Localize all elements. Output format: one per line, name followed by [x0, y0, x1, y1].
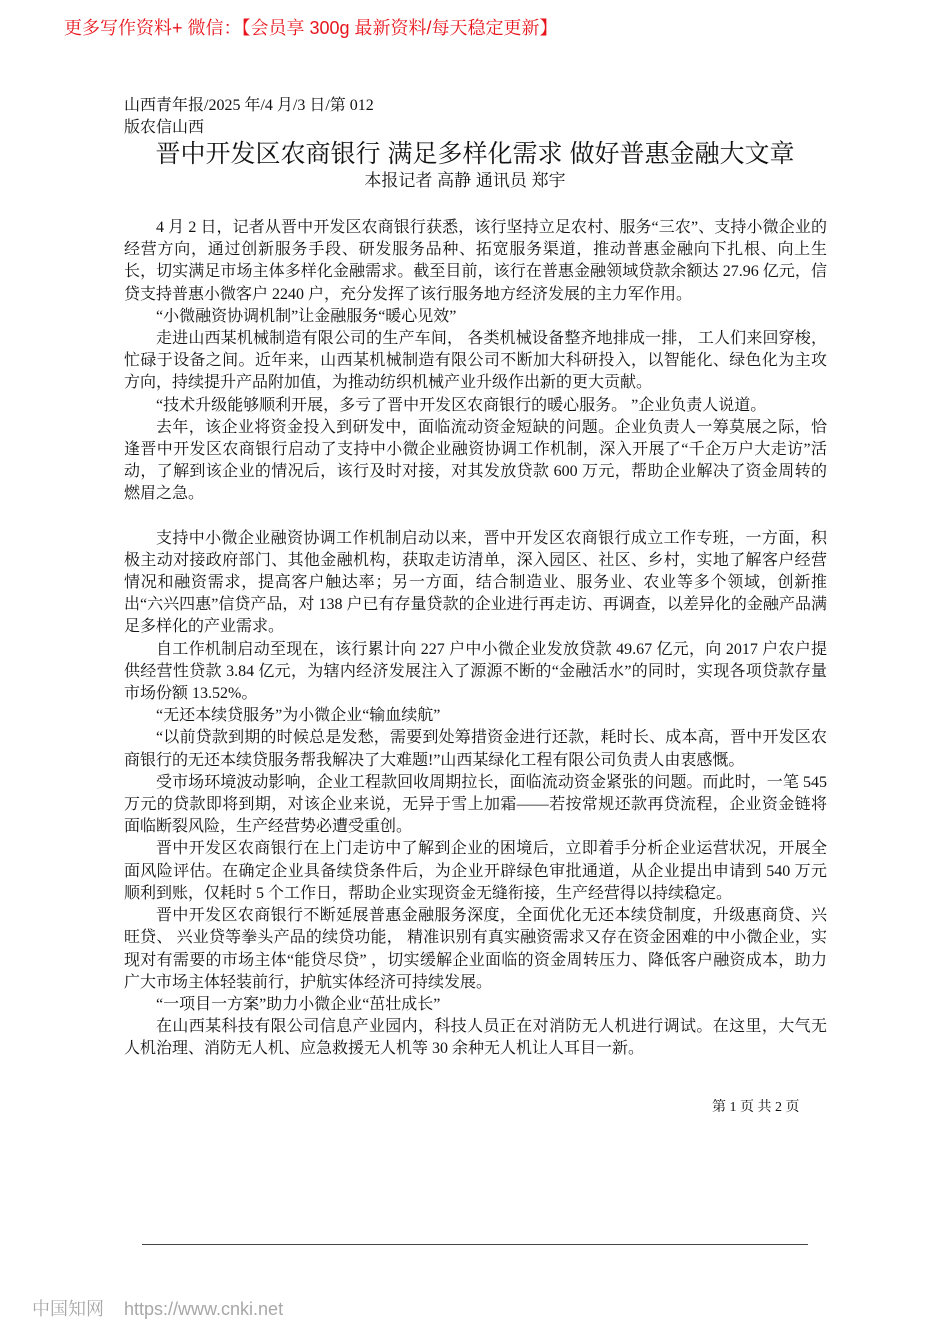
paragraph: “技术升级能够顺利开展，多亏了晋中开发区农商银行的暖心服务。 ”企业负责人说道。 [156, 396, 767, 414]
paragraph: 晋中开发区农商银行在上门走访中了解到企业的困境后，立即着手分析企业运营状况，开展全面风险评估。在确定企业具备续贷条件后，为企业开辟绿色审批通道，从企业提出申请到 540 万元顺利到账，仅耗时 5 个工作日，帮助企业实现资金无缝衔接，生产经营得以持续稳定。 [124, 840, 827, 902]
paragraph: 4 月 2 日，记者从晋中开发区农商银行获悉，该行坚持立足农村、服务“三农”、支持小微企业的经营方向，通过创新服务手段、研发服务品种、拓宽服务渠道，推动普惠金融向下扎根、向上生长，切实满足市场主体多样化金融需求。截至目前，该行在普惠金融领域贷款余额达 27.96 亿元，信贷支持普惠小微客户 2240 户，充分发挥了该行服务地方经济发展的主力军作用。 [124, 219, 827, 303]
paragraph: “以前贷款到期的时候总是发愁，需要到处筹措资金进行还款，耗时长、成本高，晋中开发区农商银行的无还本续贷服务帮我解决了大难题!”山西某绿化工程有限公司负责人由衷感慨。 [124, 729, 827, 769]
paragraph: 晋中开发区农商银行不断延展普惠金融服务深度，全面优化无还本续贷制度，升级惠商贷、兴旺贷、 兴业贷等拳头产品的续贷功能， 精准识别有真实融资需求又存在资金困难的中小微企业，实现对有需要的市场主体“能贷尽贷” ，切实缓解企业面临的资金周转压力、降低客户融资成本，助力广大市场主体轻装前行，护航实体经济可持续发展。 [124, 907, 827, 991]
source-line: 版农信山西 [124, 119, 205, 136]
page-number: 第 1 页 共 2 页 [712, 1100, 800, 1115]
section-heading: “一项目一方案”助力小微企业“茁壮成长” [156, 995, 441, 1013]
paragraph: 支持中小微企业融资协调工作机制启动以来，晋中开发区农商银行成立工作专班，一方面，积极主动对接政府部门、其他金融机构，获取走访清单，深入园区、社区、乡村，实地了解客户经营情况和融资需求，提高客户触达率；另一方面，结合制造业、服务业、农业等多个领域，创新推出“六兴四惠”信贷产品，对 138 户已有存量贷款的企业进行再走访、再调查，以差异化的金融产品满足多样化的产业需求。 [124, 529, 827, 636]
source-info [124, 95, 374, 139]
paragraph: 受市场环境波动影响，企业工程款回收周期拉长，面临流动资金紧张的问题。而此时，一笔 545 万元的贷款即将到期，对该企业来说，无异于雪上加霜——若按常规还款再贷流程，企业资金链将面临断裂风险，生产经营势必遭受重创。 [124, 773, 827, 836]
promo-banner: 更多写作资料+ 微信：【会员享 300g 最新资料/每天稳定更新】 [64, 18, 558, 38]
cnki-url: https://www.cnki.net [124, 1299, 284, 1319]
cnki-brand: 中国知网 [32, 1299, 104, 1319]
article-title: 晋中开发区农商银行 满足多样化需求 做好普惠金融大文章 [155, 140, 795, 168]
paragraph: 自工作机制启动至现在，该行累计向 227 户中小微企业发放贷款 49.67 亿元，向 2017 户农户提供经营性贷款 3.84 亿元，为辖内经济发展注入了源源不断的“金融活水”的同时，实现各项贷款存量市场份额 13.52%。 [124, 640, 827, 703]
article-body [124, 217, 827, 1061]
section-heading: “小微融资协调机制”让金融服务“暖心见效” [156, 307, 457, 325]
paragraph: 在山西某科技有限公司信息产业园内，科技人员正在对消防无人机进行调试。在这里，大气无人机治理、消防无人机、应急救援无人机等 30 余种无人机让人耳目一新。 [124, 1018, 827, 1058]
source-line: 山西青年报/2025 年/4 月/3 日/第 012 [124, 97, 374, 114]
footer-divider [142, 1244, 808, 1245]
paragraph: 走进山西某机械制造有限公司的生产车间， 各类机械设备整齐地排成一排， 工人们来回穿梭，忙碌于设备之间。近年来，山西某机械制造有限公司不断加大科研投入，以智能化、绿色化为主攻方向，持续提升产品附加值，为推动纺织机械产业升级作出新的更大贡献。 [124, 330, 827, 392]
cnki-watermark [32, 1295, 303, 1321]
paragraph: 去年，该企业将资金投入到研发中，面临流动资金短缺的问题。企业负责人一筹莫展之际，恰逢晋中开发区农商银行启动了支持中小微企业融资协调工作机制，深入开展了“千企万户大走访”活动，了解到该企业的情况后，该行及时对接，对其发放贷款 600 万元，帮助企业解决了资金周转的燃眉之急。 [124, 418, 827, 503]
blank-line [124, 506, 827, 528]
section-heading: “无还本续贷服务”为小微企业“输血续航” [156, 707, 441, 725]
article-byline: 本报记者 高静 通讯员 郑宇 [364, 171, 566, 190]
